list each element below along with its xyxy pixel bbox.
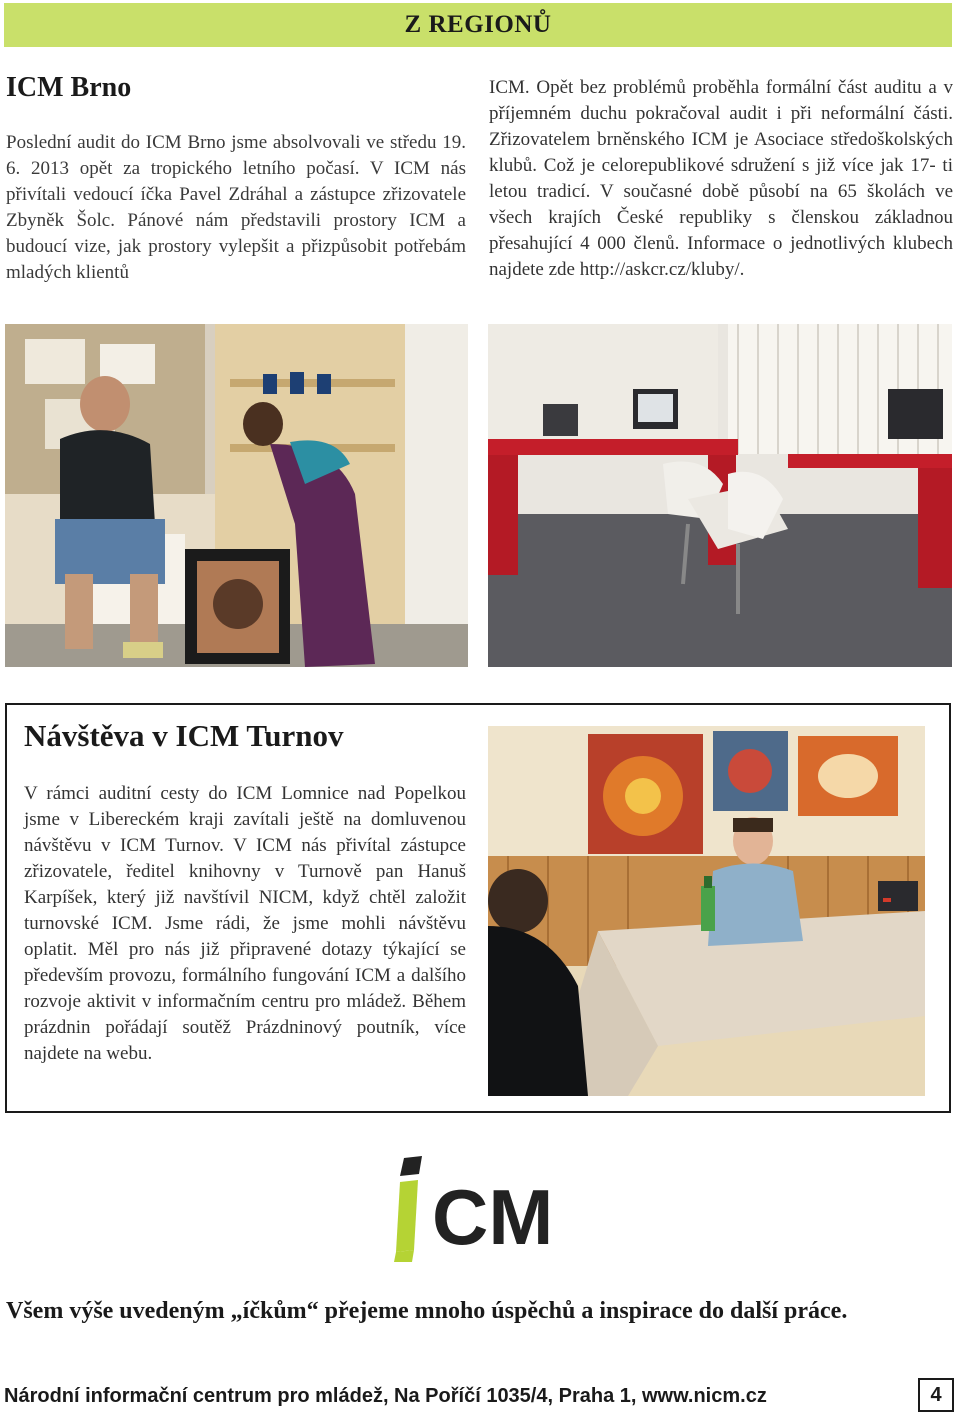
- page-number: [918, 1378, 954, 1412]
- footer-text: Národní informační centrum pro mládež, Na Poříčí 1035/4, Praha 1, www.nicm.cz: [4, 1384, 767, 1407]
- page-number-value: 4: [930, 1383, 942, 1406]
- icm-logo: [392, 1152, 562, 1262]
- article-text-turnov: V rámci auditní cesty do ICM Lomnice nad Popelkou jsme v Libereckém kraji zavítali ještě na domluvenou návštěvu v ICM Turnov. V ICM nás přivítal zástupce zřizovatele, ředitel knihovny v Turnově pan Hanuš Karpíšek, který již navštívil NICM, když chtěl založit turnovské ICM. Jsme rádi, že jsme mohli návštěvu oplatit. Měl pro nás již připravené dotazy týkající se především provozu, formálního fungování ICM a dalšího rozvoje aktivit v informačním centru pro mládež. Během prázdnin pořádají soutěž Prázdninový poutník, více najdete na webu.: [24, 783, 466, 1064]
- section-header-band: [4, 3, 952, 47]
- logo-wordmark: CM: [432, 1173, 554, 1261]
- photo-brno-office: [488, 324, 952, 667]
- section-title: Z REGIONŮ: [404, 11, 552, 38]
- closing-wish: Všem výše uvedeným „íčkům“ přejeme mnoho úspěchů a inspirace do další práce.: [6, 1298, 848, 1324]
- article-text-brno-left: Poslední audit do ICM Brno jsme absolvovali ve středu 19. 6. 2013 opět za tropického letního počasí. V ICM nás přivítali vedoucí íčka Pavel Zdráhal a zástupce zřizovatele Zbyněk Šolc. Pánové nám představili prostory ICM a budoucí vize, jak prostory vylepšit a přizpůsobit potřebám mladých klientů: [6, 132, 466, 283]
- footer-address: [4, 1377, 904, 1415]
- photo-turnov-meeting: [488, 726, 925, 1096]
- article-title-turnov: Návštěva v ICM Turnov: [24, 718, 344, 753]
- article-title-brno: ICM Brno: [6, 72, 132, 103]
- photo-brno-visit: [5, 324, 468, 667]
- icm-logo-icon: [392, 1152, 562, 1262]
- article-text-brno-right: ICM. Opět bez problémů proběhla formální část auditu a v příjemném duchu pokračoval audit i při neformální části. Zřizovatelem brněnského ICM je Asociace středoškolských klubů. Což je celorepublikové sdružení s již více jak 17- ti letou tradicí. V současné době působí na 65 školách ve všech krajích České republiky s členskou základnou přesahující 4 000 členů. Informace o jednotlivých klubech najdete zde http://askcr.cz/kluby/.: [489, 77, 953, 280]
